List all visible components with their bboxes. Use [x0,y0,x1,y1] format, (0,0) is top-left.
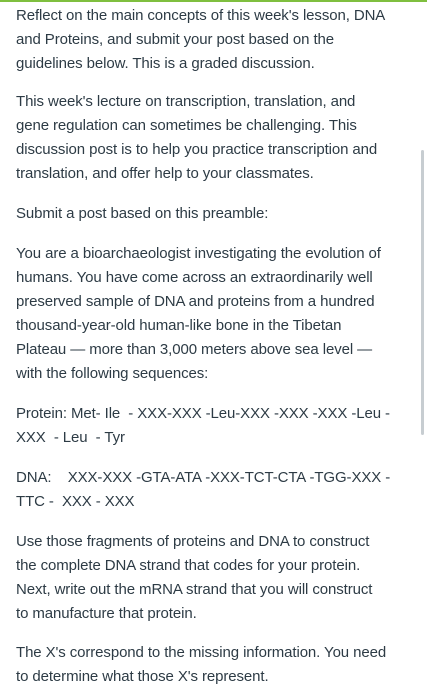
text-line: Use those fragments of proteins and DNA to construct [16,533,370,550]
text-line: XXX - Leu - Tyr [16,429,125,446]
text-line: Reflect on the main concepts of this week's lesson, DNA [16,7,386,24]
text-line: discussion post is to help you practice transcription and [16,141,378,158]
text-line: translation, and offer help to your classmates. [16,165,314,182]
paragraph-protein-sequence [16,402,390,450]
text-line: The X's correspond to the missing information. You need [16,644,387,661]
text-line: thousand-year-old human-like bone in the Tibetan [16,317,342,334]
text-line: You are a bioarchaeologist investigating the evolution of [16,245,381,262]
text-line: gene regulation can sometimes be challenging. This [16,117,357,134]
text-line: DNA: XXX-XXX -GTA-ATA -XXX-TCT-CTA -TGG-XXX - [16,469,391,486]
text-line: Next, write out the mRNA strand that you will construct [16,581,373,598]
text-line: guidelines below. This is a graded discussion. [16,55,315,72]
paragraph-missing-info [16,641,386,689]
text-line: with the following sequences: [16,365,209,382]
text-line: Plateau — more than 3,000 meters above sea level — [16,341,373,358]
text-line: TTC - XXX - XXX [16,493,135,510]
text-line: humans. You have come across an extraordinarily well [16,269,373,286]
scrollbar[interactable] [421,150,424,435]
paragraph-instructions [16,530,372,626]
text-line: to determine what those X's represent. [16,668,269,685]
text-line: This week's lecture on transcription, translation, and [16,93,356,110]
text-line: preserved sample of DNA and proteins from a hundred [16,293,375,310]
text-line: and Proteins, and submit your post based on the [16,31,335,48]
paragraph-intro [16,4,385,76]
text-line: the complete DNA strand that codes for your protein. [16,557,361,574]
paragraph-dna-sequence [16,466,390,514]
paragraph-lecture [16,90,377,186]
text-line: Submit a post based on this preamble: [16,205,269,222]
paragraph-preamble [16,242,381,386]
text-line: Protein: Met- Ile - XXX-XXX -Leu-XXX -XXX -XXX -Leu - [16,405,390,422]
paragraph-submit [16,202,268,226]
top-accent-bar [0,0,427,2]
text-line: to manufacture that protein. [16,605,197,622]
